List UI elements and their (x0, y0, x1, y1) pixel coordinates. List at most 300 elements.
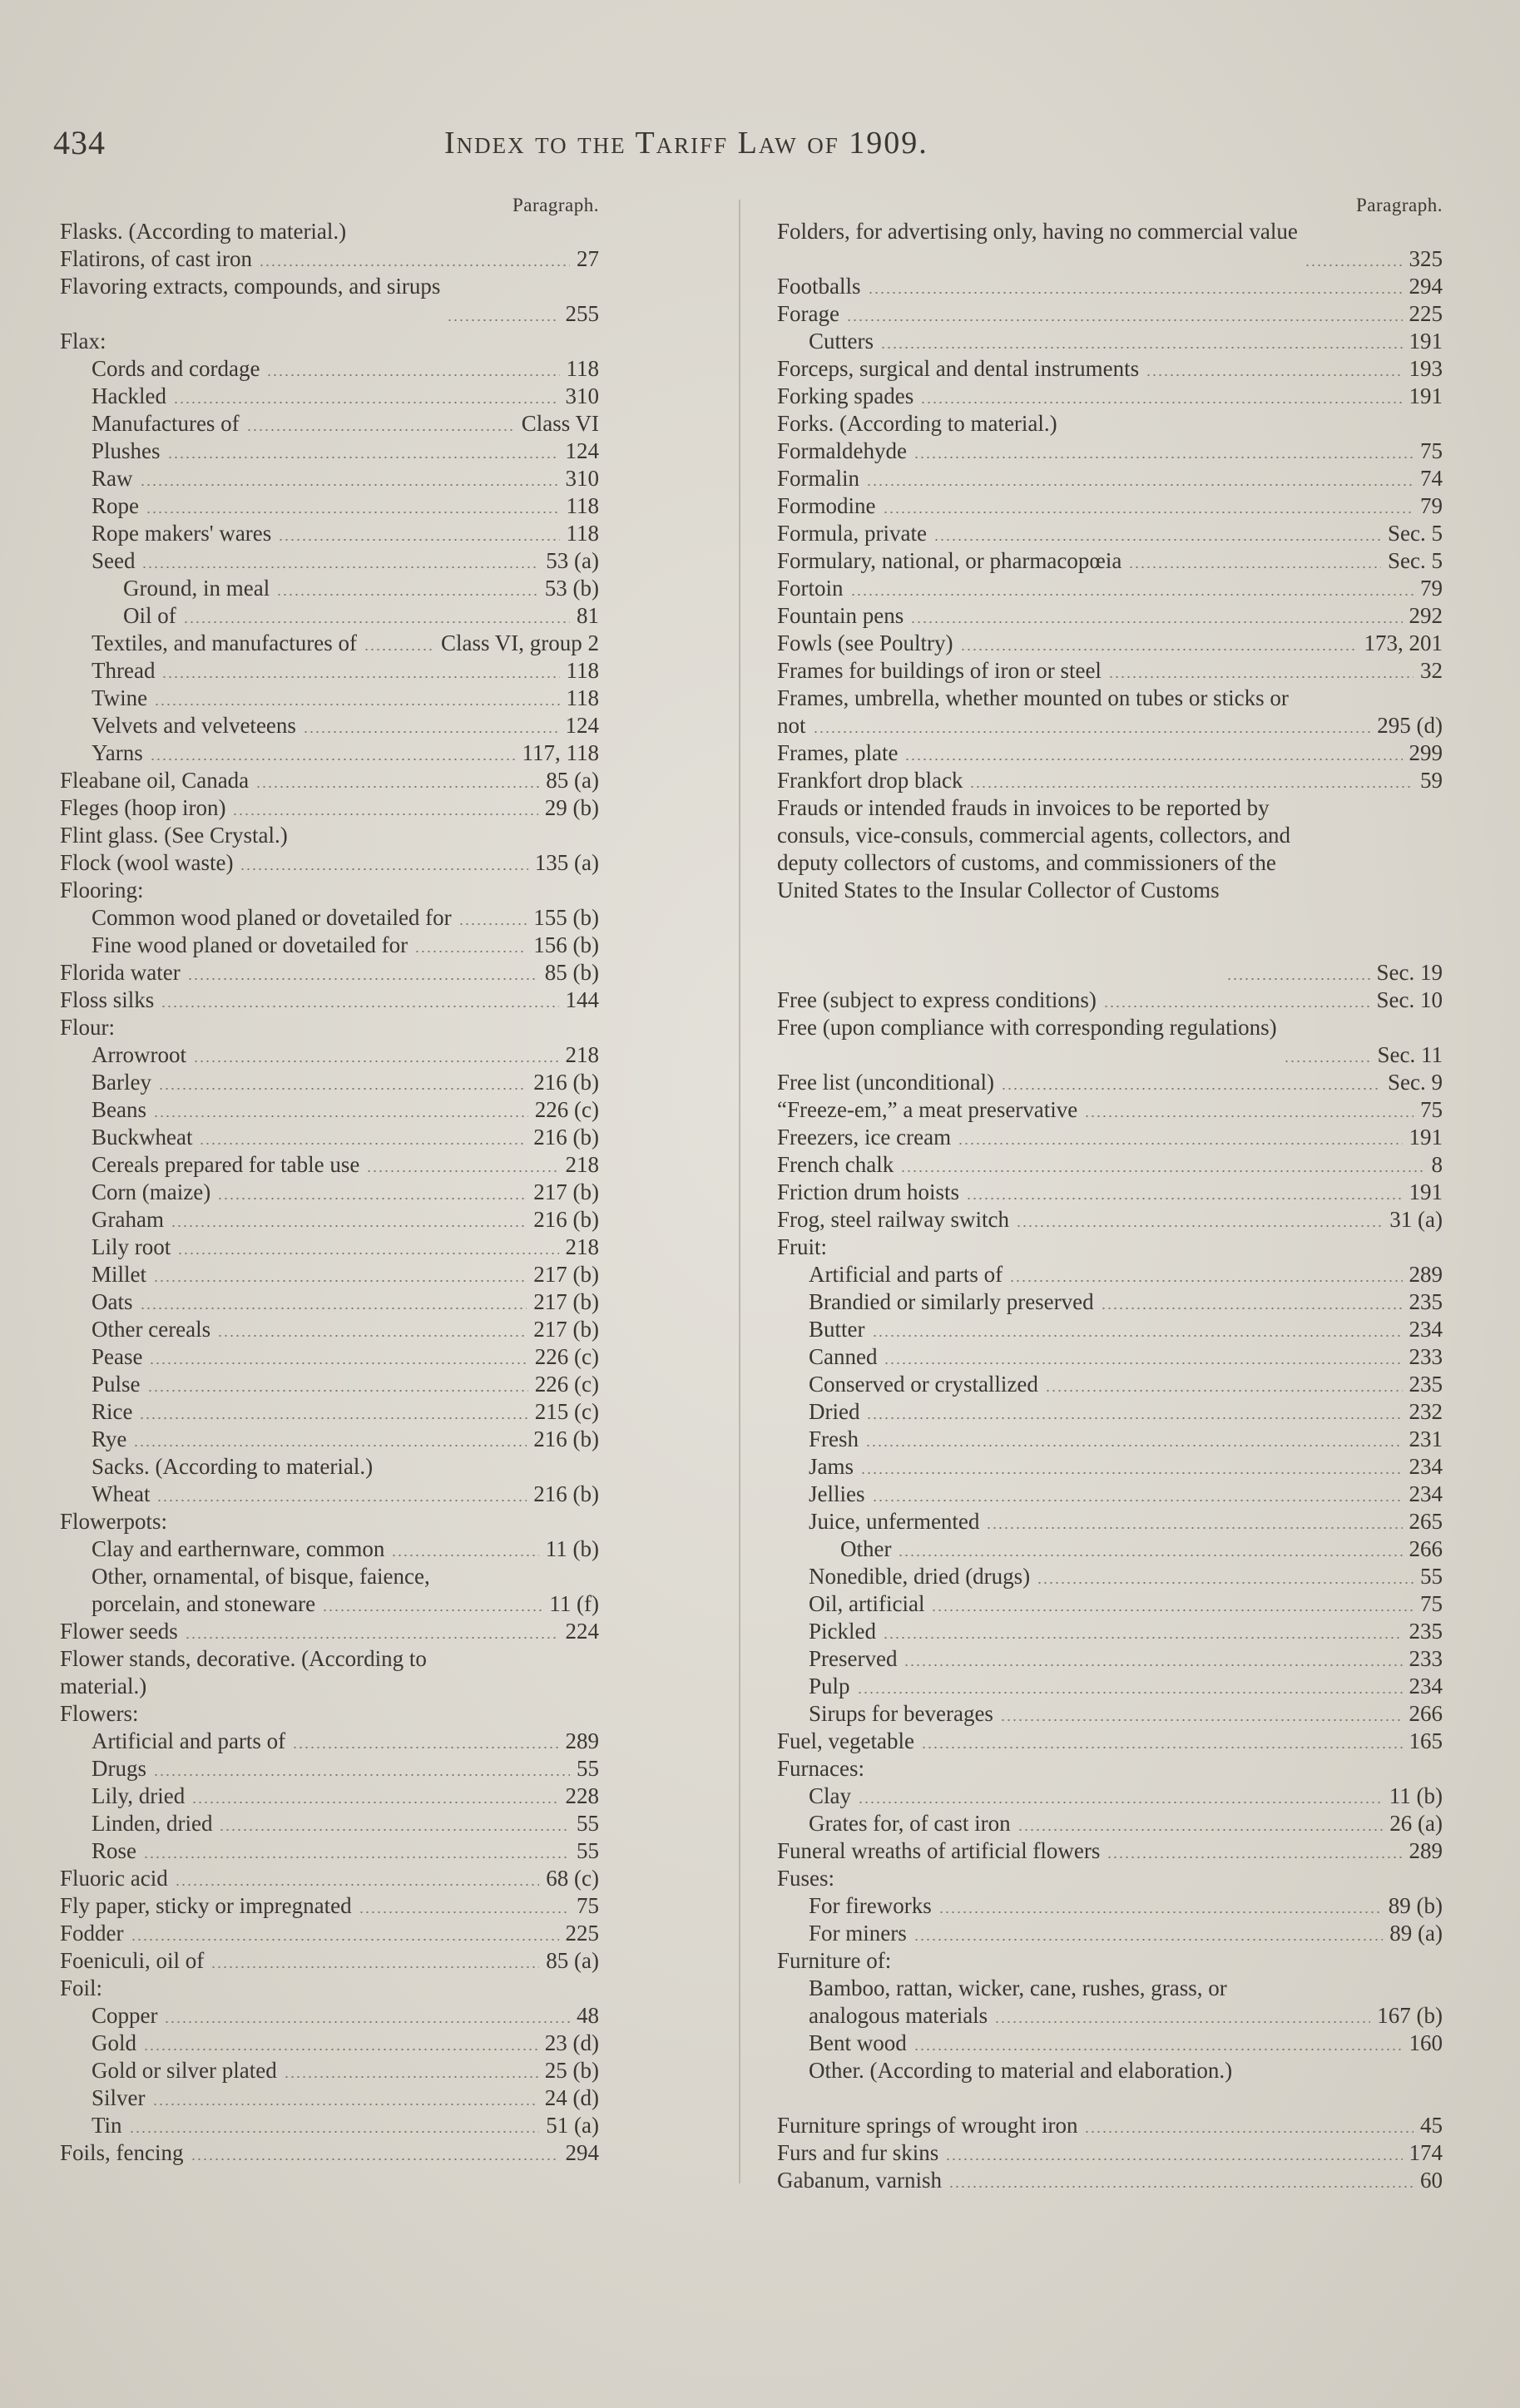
paragraph-reference: 174 (1409, 2140, 1443, 2165)
index-term: Formodine (777, 493, 876, 518)
leader-dots (139, 1417, 527, 1419)
index-entry (60, 2139, 599, 2167)
paragraph-reference: 53 (b) (544, 576, 599, 601)
paragraph-reference: 75 (1420, 1591, 1443, 1616)
paragraph-reference: 167 (b) (1377, 2003, 1443, 2028)
index-term: Flour: (60, 1015, 116, 1040)
index-entry (60, 602, 599, 630)
index-term: Flax: (60, 329, 106, 354)
paragraph-reference: 218 (565, 1042, 599, 1067)
index-term: Rose (92, 1838, 136, 1863)
index-term: Nonedible, dried (drugs) (809, 1564, 1031, 1589)
index-entry (777, 1453, 1443, 1481)
paragraph-reference: Sec. 5 (1388, 548, 1443, 573)
index-term: Clay (809, 1783, 851, 1808)
index-term: Funeral wreaths of artificial flowers (777, 1838, 1101, 1863)
index-entry (60, 2112, 599, 2139)
leader-dots (857, 1692, 1403, 1694)
leader-dots (266, 374, 559, 376)
leader-dots (1284, 1061, 1371, 1062)
paragraph-reference: 26 (a) (1389, 1811, 1443, 1836)
leader-dots (1226, 978, 1370, 980)
index-entry (777, 1316, 1443, 1343)
leader-dots (958, 1143, 1402, 1145)
index-entry (60, 383, 599, 410)
index-term: Freezers, ice cream (777, 1125, 952, 1150)
leader-dots (913, 2049, 1403, 2050)
leader-dots (259, 265, 570, 266)
paragraph-reference: 25 (b) (544, 2058, 599, 2083)
index-term: Free list (unconditional) (777, 1070, 994, 1095)
leader-dots (913, 457, 1414, 458)
paragraph-reference: 85 (a) (546, 768, 599, 793)
index-entry (60, 849, 599, 877)
index-term: Pulse (92, 1372, 141, 1397)
index-entry (60, 1426, 599, 1453)
index-term: Folders, for advertising only, having no commercial value (777, 219, 1298, 244)
index-term: Foeniculi, oil of (60, 1948, 205, 1973)
index-term: Copper (92, 2003, 158, 2028)
leader-dots (158, 1088, 527, 1090)
index-term: Gabanum, varnish (777, 2168, 942, 2193)
index-entry-list (777, 218, 1443, 2194)
index-entry (60, 1069, 599, 1096)
leader-dots (872, 1500, 1403, 1501)
leader-dots (131, 1939, 559, 1941)
paragraph-reference: 59 (1420, 768, 1443, 793)
index-entry (60, 1234, 599, 1261)
index-entry (777, 1288, 1443, 1316)
index-term: Sirups for beverages (809, 1701, 993, 1726)
paragraph-reference: 118 (566, 685, 599, 710)
paragraph-reference: 228 (565, 1783, 599, 1808)
leader-dots (322, 1609, 542, 1611)
leader-dots (164, 2021, 570, 2023)
index-term: Fuses: (777, 1866, 835, 1891)
index-entry (60, 712, 599, 739)
index-entry (777, 794, 1443, 986)
paragraph-reference: 289 (1409, 1262, 1443, 1287)
paragraph-reference: 218 (565, 1234, 599, 1259)
index-term: Gold (92, 2030, 136, 2055)
index-entry (60, 410, 599, 438)
index-term: Flowerpots: (60, 1509, 168, 1534)
paragraph-reference: 74 (1420, 466, 1443, 491)
index-entry (777, 1892, 1443, 1920)
index-entry (777, 465, 1443, 492)
index-term: Fuel, vegetable (777, 1728, 914, 1753)
index-entry (60, 1700, 599, 1728)
leader-dots (883, 512, 1414, 513)
leader-dots (931, 1609, 1414, 1611)
index-entry (60, 1014, 599, 1041)
running-head (53, 123, 1468, 173)
index-entry (777, 1014, 1443, 1069)
leader-dots (846, 319, 1403, 321)
index-entry (777, 1947, 1443, 1975)
leader-dots (199, 1143, 527, 1145)
index-term: Friction drum hoists (777, 1179, 960, 1204)
index-entry (777, 218, 1443, 273)
paragraph-column-header: Paragraph. (512, 195, 599, 215)
paragraph-reference: 117, 118 (522, 740, 599, 765)
index-term: Forks. (According to material.) (777, 411, 1057, 436)
leader-dots (210, 1966, 539, 1968)
index-entry (60, 218, 599, 245)
leader-dots (303, 731, 559, 733)
index-entry (777, 383, 1443, 410)
index-term: Bamboo, rattan, wicker, cane, rushes, grass, or analogous materials (809, 1975, 1227, 2028)
paragraph-reference: 89 (a) (1389, 1921, 1443, 1946)
index-entry (777, 1837, 1443, 1865)
index-term: Millet (92, 1262, 146, 1287)
leader-dots (173, 402, 559, 403)
index-term: Dried (809, 1399, 860, 1424)
index-entry (60, 1865, 599, 1892)
paragraph-reference: 325 (1409, 246, 1443, 271)
index-term: Fresh (809, 1427, 859, 1451)
index-term: Formalin (777, 466, 859, 491)
leader-dots (255, 786, 539, 788)
index-entry (60, 739, 599, 767)
index-entry (777, 685, 1443, 739)
paragraph-reference: 224 (565, 1619, 599, 1644)
paragraph-reference: 216 (b) (533, 1070, 599, 1095)
paragraph-reference: 53 (a) (546, 548, 599, 573)
paragraph-reference: Sec. 19 (1376, 960, 1443, 985)
index-term: Oats (92, 1289, 133, 1314)
paragraph-reference: 191 (1409, 383, 1443, 408)
column-divider (739, 200, 740, 2183)
paragraph-reference: 124 (565, 713, 599, 738)
leader-dots (813, 731, 1371, 733)
leader-dots (1103, 1006, 1370, 1007)
paragraph-reference: 310 (565, 383, 599, 408)
index-entry (777, 492, 1443, 520)
index-entry (777, 2167, 1443, 2194)
index-entry (777, 657, 1443, 685)
index-entry (60, 355, 599, 383)
index-term: Fowls (see Poultry) (777, 630, 953, 655)
index-term: Forceps, surgical and dental instruments (777, 356, 1140, 381)
paragraph-reference: 216 (b) (533, 1427, 599, 1451)
paragraph-reference: 144 (565, 987, 599, 1012)
leader-dots (143, 1857, 570, 1858)
leader-dots (175, 1884, 540, 1886)
paragraph-reference: 235 (1409, 1372, 1443, 1397)
index-entry (777, 767, 1443, 794)
index-term: Textiles, and manufactures of (92, 630, 357, 655)
index-entry (60, 1947, 599, 1975)
index-entry (60, 1481, 599, 1508)
leader-dots (161, 676, 559, 678)
index-term: Corn (maize) (92, 1179, 211, 1204)
leader-dots (910, 621, 1402, 623)
leader-dots (1009, 1280, 1402, 1282)
paragraph-reference: 295 (d) (1377, 713, 1443, 738)
index-term: Wheat (92, 1481, 151, 1506)
index-term: For fireworks (809, 1893, 932, 1918)
index-term: Jellies (809, 1481, 865, 1506)
index-term: Frankfort drop black (777, 768, 963, 793)
leader-dots (153, 1280, 527, 1282)
leader-dots (143, 2049, 538, 2050)
index-term: Flasks. (According to material.) (60, 219, 347, 244)
index-term: Pulp (809, 1674, 850, 1698)
paragraph-reference: 23 (d) (544, 2030, 599, 2055)
index-entry (60, 986, 599, 1014)
paragraph-reference: 79 (1420, 493, 1443, 518)
paragraph-reference: Sec. 11 (1377, 1042, 1443, 1067)
index-term: For miners (809, 1921, 907, 1946)
index-entry (60, 1288, 599, 1316)
leader-dots (860, 1472, 1403, 1474)
index-entry (777, 300, 1443, 328)
index-term: Raw (92, 466, 133, 491)
index-term: Drugs (92, 1756, 146, 1781)
index-entry (60, 1563, 599, 1618)
leader-dots (858, 1802, 1383, 1803)
index-entry (777, 739, 1443, 767)
index-entry (777, 1673, 1443, 1700)
index-entry (777, 1206, 1443, 1234)
paragraph-reference: 156 (b) (533, 932, 599, 957)
index-term: Furniture springs of wrought iron (777, 2113, 1078, 2138)
paragraph-reference: 27 (577, 246, 599, 271)
index-entry (777, 1343, 1443, 1371)
index-entry (60, 1783, 599, 1810)
index-column-left (60, 193, 599, 2167)
index-entry (60, 959, 599, 986)
index-term: Rope (92, 493, 139, 518)
paragraph-reference: 255 (565, 301, 599, 326)
index-entry (60, 2084, 599, 2112)
index-entry (777, 602, 1443, 630)
leader-dots (149, 1362, 527, 1364)
index-term: Hackled (92, 383, 166, 408)
index-term: Fortoin (777, 576, 844, 601)
leader-dots (284, 2076, 538, 2078)
leader-dots (140, 1308, 527, 1309)
index-entry (60, 1618, 599, 1645)
index-entry (60, 1041, 599, 1069)
index-term: Buckwheat (92, 1125, 193, 1150)
paragraph-reference: 233 (1409, 1344, 1443, 1369)
paragraph-reference: 289 (1409, 1838, 1443, 1863)
leader-dots (966, 1198, 1402, 1199)
index-term: Rice (92, 1399, 133, 1424)
leader-dots (1016, 1225, 1383, 1227)
leader-dots (1084, 1115, 1414, 1117)
leader-dots (1305, 265, 1403, 266)
index-term: Frog, steel railway switch (777, 1207, 1009, 1232)
paragraph-reference: Sec. 9 (1388, 1070, 1443, 1095)
leader-dots (921, 1747, 1403, 1748)
leader-dots (146, 512, 560, 513)
paragraph-reference: 225 (1409, 301, 1443, 326)
leader-dots (156, 1500, 527, 1501)
paragraph-column-header: Paragraph. (1356, 195, 1443, 215)
index-term: Pease (92, 1344, 143, 1369)
index-entry (60, 2057, 599, 2084)
paragraph-reference: 24 (d) (544, 2085, 599, 2110)
paragraph-reference: 234 (1409, 1317, 1443, 1342)
index-term: Flatirons, of cast iron (60, 246, 252, 271)
index-term: Tin (92, 2113, 122, 2138)
index-term: Oil of (123, 603, 176, 628)
index-entry (777, 1728, 1443, 1755)
leader-dots (276, 594, 538, 596)
index-term: Florida water (60, 960, 181, 985)
leader-dots (883, 1637, 1403, 1639)
index-entry (777, 438, 1443, 465)
index-entry (777, 1920, 1443, 1947)
paragraph-reference: 217 (b) (533, 1179, 599, 1204)
index-entry (777, 1783, 1443, 1810)
index-term: Gold or silver plated (92, 2058, 277, 2083)
index-entry (777, 1426, 1443, 1453)
index-term: Furnaces: (777, 1756, 864, 1781)
leader-dots (161, 1006, 558, 1007)
index-entry (60, 767, 599, 794)
paragraph-reference: 85 (b) (544, 960, 599, 985)
index-term: Juice, unfermented (809, 1509, 980, 1534)
index-entry (60, 492, 599, 520)
index-entry (777, 1481, 1443, 1508)
index-entry (60, 1920, 599, 1947)
leader-dots (219, 1829, 570, 1831)
paragraph-reference: 217 (b) (533, 1289, 599, 1314)
leader-dots (366, 1170, 558, 1172)
paragraph-reference: 85 (a) (546, 1948, 599, 1973)
paragraph-reference: 266 (1409, 1701, 1443, 1726)
index-entry (60, 1179, 599, 1206)
paragraph-reference: 8 (1431, 1152, 1443, 1177)
index-term: Flower seeds (60, 1619, 178, 1644)
leader-dots (191, 2158, 559, 2160)
index-term: Furniture of: (777, 1948, 892, 1973)
index-term: Yarns (92, 740, 143, 765)
paragraph-reference: 294 (1409, 274, 1443, 299)
index-term: Jams (809, 1454, 854, 1479)
running-title: Index to the Tariff Law of 1909. (444, 126, 928, 161)
leader-dots (1037, 1582, 1414, 1584)
paragraph-reference: 75 (1420, 438, 1443, 463)
index-term: Flower stands, decorative. (According to material.) (60, 1646, 427, 1698)
index-entry (60, 1206, 599, 1234)
paragraph-reference: 191 (1409, 329, 1443, 354)
index-entry (60, 2002, 599, 2030)
leader-dots (900, 1170, 1424, 1172)
index-term: Other. (According to material and elaboration.) (809, 2058, 1233, 2083)
paragraph-reference: Class VI (521, 411, 599, 436)
index-term: “Freeze-em,” a meat preservative (777, 1097, 1078, 1122)
index-entry (777, 547, 1443, 575)
paragraph-reference: 45 (1420, 2113, 1443, 2138)
leader-dots (850, 594, 1414, 596)
index-term: Bent wood (809, 2030, 907, 2055)
index-entry (60, 904, 599, 932)
paragraph-reference: 193 (1409, 356, 1443, 381)
leader-dots (185, 1637, 559, 1639)
paragraph-reference: 68 (c) (546, 1866, 599, 1891)
index-entry (777, 986, 1443, 1014)
paragraph-reference: Sec. 10 (1376, 987, 1443, 1012)
index-term: Rye (92, 1427, 127, 1451)
paragraph-reference: 294 (565, 2140, 599, 2165)
index-term: Fleges (hoop iron) (60, 795, 226, 820)
leader-dots (866, 484, 1414, 486)
index-entry (60, 794, 599, 822)
leader-dots (167, 457, 559, 458)
paragraph-reference: 75 (1420, 1097, 1443, 1122)
index-entry (60, 1343, 599, 1371)
index-entry (60, 1453, 599, 1481)
leader-dots (183, 621, 570, 623)
leader-dots (948, 2186, 1414, 2188)
index-entry (777, 2057, 1443, 2112)
leader-dots (994, 2021, 1370, 2023)
paragraph-reference: 160 (1409, 2030, 1443, 2055)
leader-dots (414, 951, 527, 952)
index-entry (777, 2139, 1443, 2167)
leader-dots (1128, 566, 1381, 568)
index-entry (60, 1096, 599, 1124)
index-entry (60, 822, 599, 849)
index-entry (60, 2030, 599, 2057)
paragraph-reference: 226 (c) (534, 1372, 599, 1397)
paragraph-reference: 135 (a) (534, 850, 599, 875)
index-entry (777, 410, 1443, 438)
index-entry (60, 438, 599, 465)
index-term: Pickled (809, 1619, 876, 1644)
paragraph-reference: 235 (1409, 1289, 1443, 1314)
paragraph-reference: 75 (577, 1893, 599, 1918)
index-term: Frames, umbrella, whether mounted on tubes or sticks or not (777, 685, 1289, 738)
index-term: Forage (777, 301, 839, 326)
index-entry (777, 1618, 1443, 1645)
index-term: Foils, fencing (60, 2140, 184, 2165)
index-term: Frauds or intended frauds in invoices to be reported by consuls, vice-consuls, commercial agents, collectors, and deputy collectors of customs, and commissioners of the United States to the Insular Collector of Customs (777, 795, 1291, 902)
paragraph-reference: 299 (1409, 740, 1443, 765)
index-entry (777, 1755, 1443, 1783)
index-entry (60, 1755, 599, 1783)
index-term: Other (840, 1536, 892, 1561)
index-entry (60, 273, 599, 328)
leader-dots (1107, 1857, 1402, 1858)
leader-dots (246, 429, 515, 431)
index-term: Forking spades (777, 383, 914, 408)
index-term: Cords and cordage (92, 356, 260, 381)
paragraph-reference: 32 (1420, 658, 1443, 683)
leader-dots (880, 347, 1403, 349)
paragraph-reference: 310 (565, 466, 599, 491)
paragraph-reference: 216 (b) (533, 1481, 599, 1506)
index-term: Formula, private (777, 521, 927, 546)
index-term: Manufactures of (92, 411, 240, 436)
index-term: Floss silks (60, 987, 155, 1012)
index-term: Artificial and parts of (92, 1728, 286, 1753)
index-entry (777, 1371, 1443, 1398)
paragraph-reference: 226 (c) (534, 1097, 599, 1122)
leader-dots (391, 1555, 538, 1556)
paragraph-reference: 55 (577, 1811, 599, 1836)
paragraph-reference: 118 (566, 356, 599, 381)
index-term: Thread (92, 658, 156, 683)
index-term: Foil: (60, 1975, 103, 2000)
index-term: Other, ornamental, of bisque, faience, porcelain, and stoneware (92, 1564, 430, 1616)
index-entry (777, 2112, 1443, 2139)
